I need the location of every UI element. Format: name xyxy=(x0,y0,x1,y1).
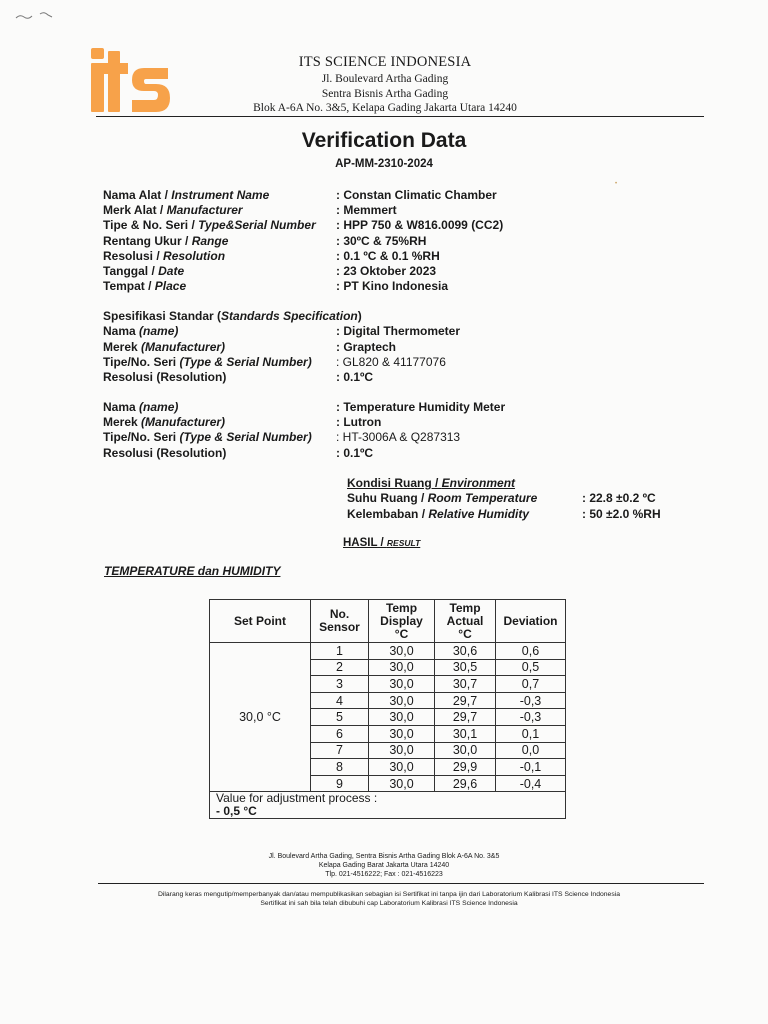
table-row: 3 30,0 30,7 0,7 xyxy=(210,676,566,693)
table-row: 5 30,0 29,7 -0,3 xyxy=(210,709,566,726)
scan-speck: • xyxy=(615,181,618,187)
footer-disclaimer2: Sertifikat ini sah bila telah dibubuhi cap Laboratorium Kalibrasi ITS Science Indonesia xyxy=(260,900,518,907)
adjustment-value: - 0,5 °C xyxy=(216,804,257,819)
header-temp-actual: Temp Actual °C xyxy=(435,600,496,643)
room-temperature-value: : 22.8 ±0.2 ºC xyxy=(582,491,656,505)
footer-address-line1: Jl. Boulevard Artha Gading, Sentra Bisnis Artha Gading Blok A-6A No. 3&5 xyxy=(268,853,500,860)
table-row: 6 30,0 30,1 0,1 xyxy=(210,725,566,742)
section-title: TEMPERATURE dan HUMIDITY xyxy=(104,564,281,578)
header-divider xyxy=(96,116,704,117)
header-temp-display: Temp Display °C xyxy=(369,600,435,643)
footer-address-line2: Kelapa Gading Barat Jakarta Utara 14240 xyxy=(318,862,450,869)
info-value: : 30ºC & 75%RH xyxy=(336,234,427,248)
header-set-point: Set Point xyxy=(210,600,311,643)
scan-mark-icon xyxy=(14,8,58,22)
result-heading: HASIL / RESULT xyxy=(343,537,421,549)
adjustment-note: Value for adjustment process : - 0,5 °C xyxy=(210,792,566,819)
info-value: : Constan Climatic Chamber xyxy=(336,188,497,202)
adjustment-note-row xyxy=(210,792,566,819)
lab-address-line1: Jl. Boulevard Artha Gading xyxy=(321,73,449,85)
table-row: 7 30,0 30,0 0,0 xyxy=(210,742,566,759)
table-header-row xyxy=(210,600,566,643)
its-logo-icon xyxy=(88,46,172,114)
document-title: Verification Data xyxy=(301,129,467,152)
info-value: : Memmert xyxy=(336,203,397,217)
footer-disclaimer1: Dilarang keras mengutip/memperbanyak dan/atau mempublikasikan sebagian isi Sertifikat ini tanpa ijin dari Laboratorium Kalibrasi ITS Science Indonesia xyxy=(157,891,621,898)
lab-address-line3: Blok A-6A No. 3&5, Kelapa Gading Jakarta Utara 14240 xyxy=(253,102,517,114)
humidity-value: : 50 ±2.0 %RH xyxy=(582,507,661,521)
lab-name: ITS SCIENCE INDONESIA xyxy=(298,54,472,70)
info-value: : 0.1 ºC & 0.1 %RH xyxy=(336,249,440,263)
info-value: : 23 Oktober 2023 xyxy=(336,264,437,278)
lab-address-line2: Sentra Bisnis Artha Gading xyxy=(321,88,449,100)
footer-phone: Tlp. 021-4516222; Fax : 021-4516223 xyxy=(325,871,443,878)
humidity-row: Kelembaban / Relative Humidity : 50 ±2.0 %RH xyxy=(347,507,661,521)
header-sensor: No. Sensor xyxy=(311,600,369,643)
table-row: 30,0 °C 1 30,0 30,6 0,6 xyxy=(210,643,566,660)
table-row: 4 30,0 29,7 -0,3 xyxy=(210,692,566,709)
footer-divider xyxy=(98,883,704,884)
verification-table xyxy=(209,599,566,819)
info-value: : PT Kino Indonesia xyxy=(336,279,449,293)
header-deviation: Deviation xyxy=(496,600,566,643)
document-number: AP-MM-2310-2024 xyxy=(335,158,433,170)
table-row: 9 30,0 29,6 -0,4 xyxy=(210,775,566,792)
info-value: : HPP 750 & W816.0099 (CC2) xyxy=(336,218,504,232)
environment-title: Kondisi Ruang / Environment xyxy=(347,476,516,490)
table-row: 2 30,0 30,5 0,5 xyxy=(210,659,566,676)
table-row: 8 30,0 29,9 -0,1 xyxy=(210,759,566,776)
set-point-cell: 30,0 °C xyxy=(210,643,311,792)
room-temperature-row: Suhu Ruang / Room Temperature : 22.8 ±0.2 ºC xyxy=(347,491,656,505)
